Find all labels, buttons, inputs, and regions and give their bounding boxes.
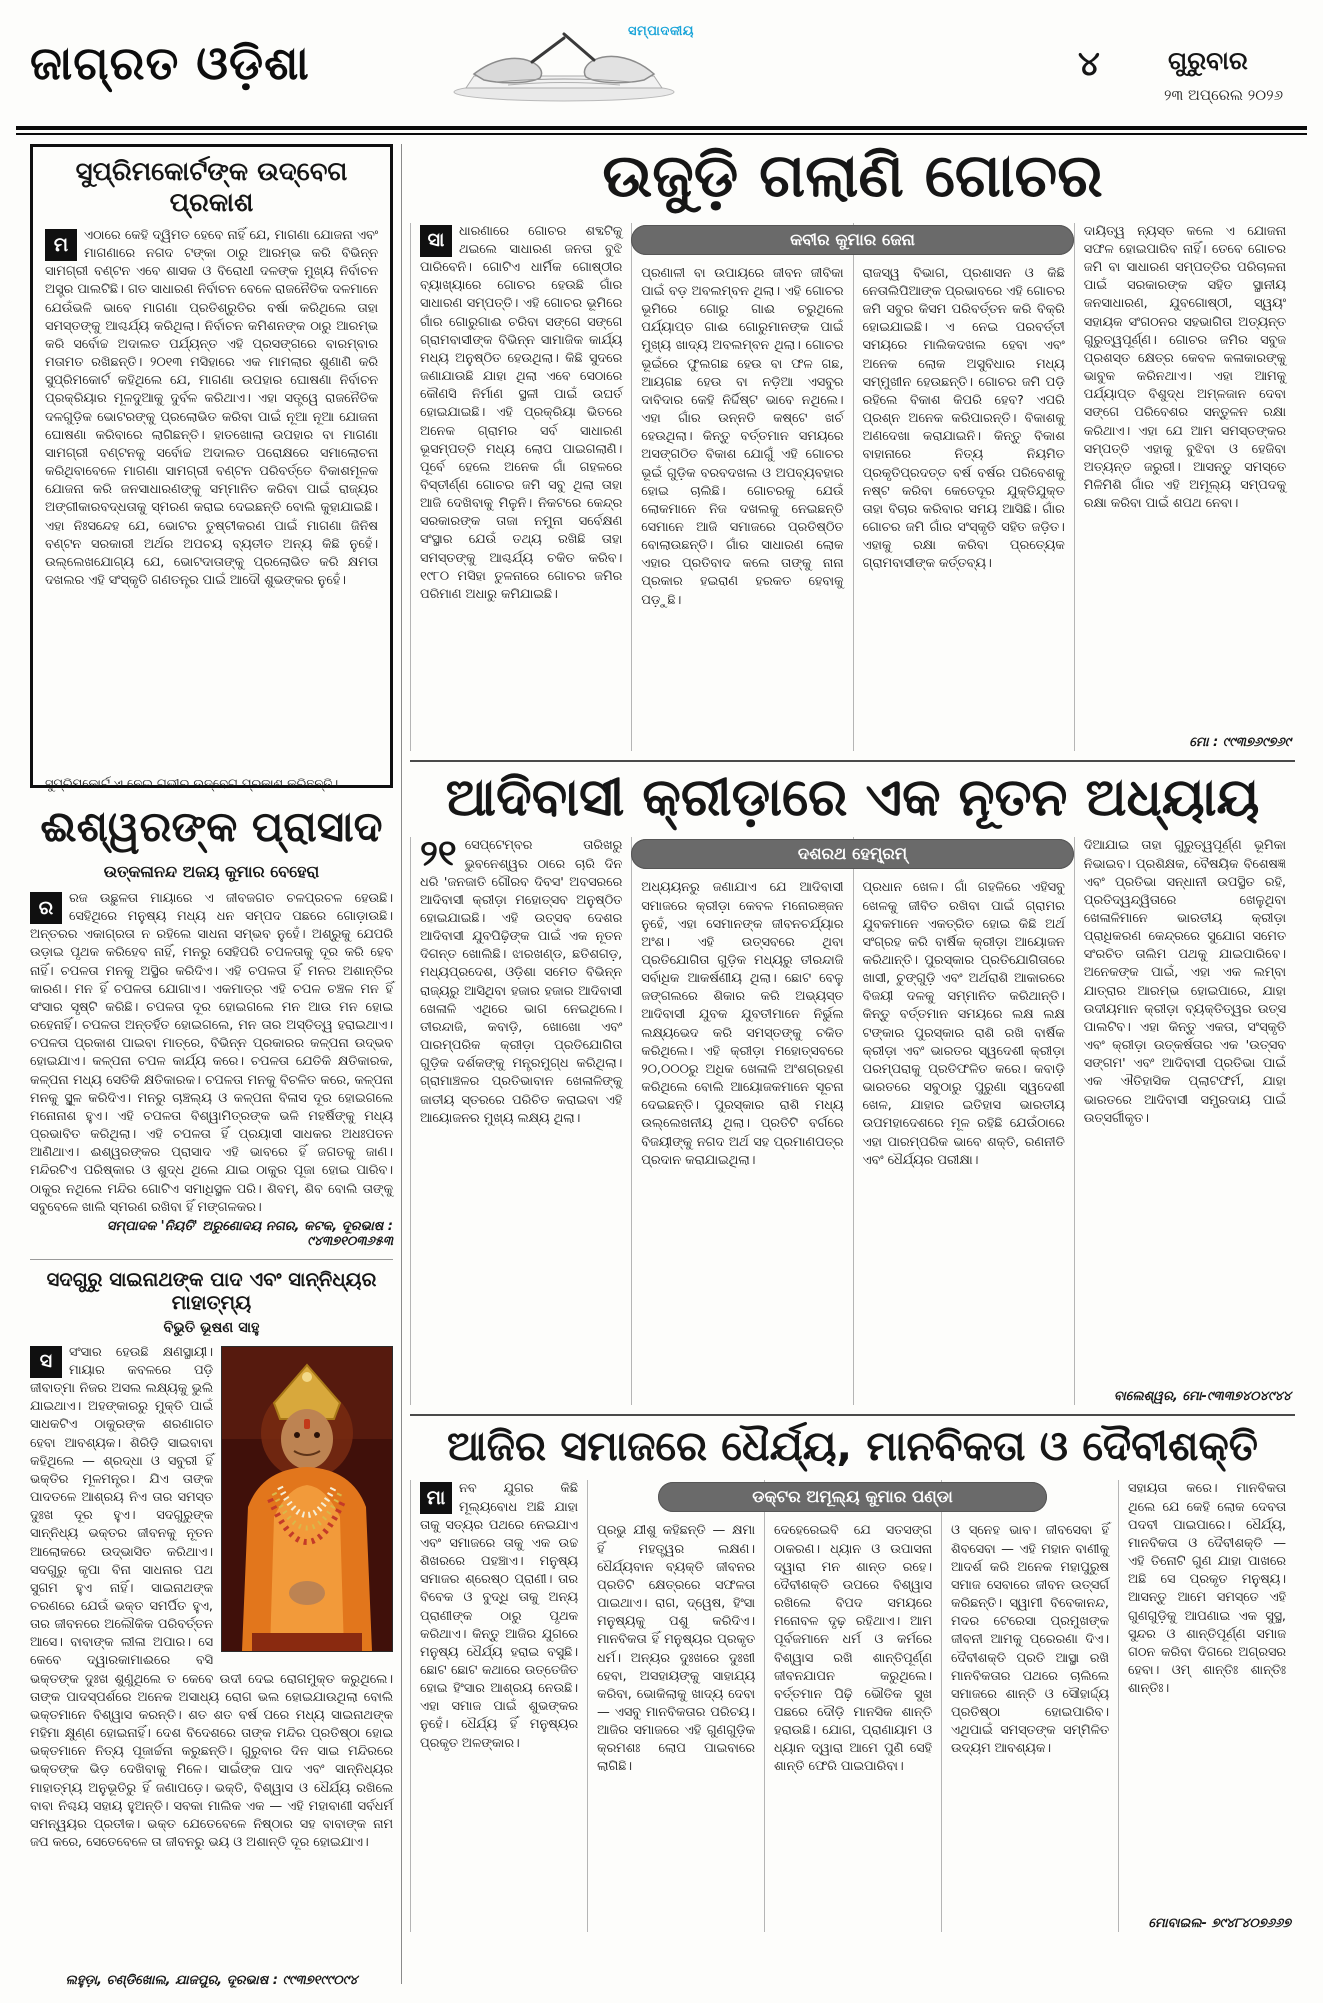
supreme-body	[45, 227, 378, 775]
column-divider	[401, 144, 402, 1984]
section-rule-1	[410, 760, 1295, 762]
gochara-col-2: ପ୍ରଣାଳୀ ବା ଉପାୟରେ ଜୀବନ ଜୀବିକା ପାଇଁ ବଡ଼ ଅବଲମ୍ବନ ଥିଲା। ଏହି ଗୋଚର ଭୂମିରେ ଗୋରୁ ଗାଈ ଚରୁଥିଲେ ପର୍ଯ୍ୟାପ୍ତ ଗାଈ ଗୋରୁମାନଙ୍କ ପାଇଁ ମୁଖ୍ୟ ଖାଦ୍ୟ ଅବଲମ୍ବନ ଥିଲା। ଗୋଚର ଭୂଇଁରେ ଫୁଲଗଛ ହେଉ ବା ଫଳ ଗଛ, ଆୟଗଛ ହେଉ ବା ନଡ଼ିଆ ଏସବୁର ଦାବିଦାର କେହି ନିର୍ଦ୍ଦିଷ୍ଟ ଭାବେ ନଥିଲେ। ଏହା ଗାଁର ଉନ୍ନତି କଷ୍ଟେ ଖର୍ଚ ହେଉଥିଲା। କିନ୍ତୁ ବର୍ତ୍ତମାନ ସମୟରେ ଅସଙ୍ଗଠିତ ବିକାଶ ଯୋଗୁଁ ଏହି ଗୋଚର ଭୂଇଁ ଗୁଡ଼ିକ ବରବଦଖଲ ଓ ଅପବ୍ୟବହାର ହୋଇ ଚାଲିଛି। ଗୋଚରକୁ ଯେଉଁ ଲୋକମାନେ ନିଜ ଦଖଲକୁ ନେଇଛନ୍ତି ସେମାନେ ଆଜି ସମାଜରେ ପ୍ରତିଷ୍ଠିତ ବୋଲାଉଛନ୍ତି। ଗାଁର ସାଧାରଣ ଲୋକ ଏହାର ପ୍ରତିବାଦ କଲେ ତାଙ୍କୁ ନାନା ପ୍ରକାର ହଇରାଣ ହରକତ ହେବାକୁ ପଡ଼ୁଛି।	[631, 223, 852, 751]
samaja-signoff: ମୋବାଇଲ- ୭୯୪୮୪୦୭୬୬୭	[1138, 1915, 1293, 1932]
supreme-dropcap: ମ	[45, 229, 77, 261]
editorial-label: ସମ୍ପାଦକୀୟ	[628, 24, 694, 39]
samaja-col-5: ସହାୟତା କରେ। ମାନବିକତା ଥିଲେ ଯେ କେହି ଲୋକ ଦେବତା ପଦବୀ ପାଇପାରେ। ଧୈର୍ଯ୍ୟ, ମାନବିକତା ଓ ଦୈବୀଶକ୍ତି — ଏହି ତିନୋଟି ଗୁଣ ଯାହା ପାଖରେ ଅଛି ସେ ପ୍ରକୃତ ମନୁଷ୍ୟ। ଆସନ୍ତୁ ଆମେ ସମସ୍ତେ ଏହି ଗୁଣଗୁଡ଼ିକୁ ଆପଣାଇ ଏକ ସୁସ୍ଥ, ସୁନ୍ଦର ଓ ଶାନ୍ତିପୂର୍ଣ୍ଣ ସମାଜ ଗଠନ କରିବା ଦିଗରେ ଅଗ୍ରସର ହେବା। ଓମ୍ ଶାନ୍ତିଃ ଶାନ୍ତିଃ ଶାନ୍ତିଃ।	[1118, 1480, 1295, 1932]
adibasi-col-4: ଦିଆଯାଇ ତାହା ଗୁରୁତ୍ୱପୂର୍ଣ୍ଣ ଭୂମିକା ନିଭାଇବ। ପ୍ରଶିକ୍ଷକ, ବୈଷୟିକ ବିଶେଷଜ୍ଞ ଏବଂ ପ୍ରତିଭା ସନ୍ଧାନୀ ଉପସ୍ଥିତ ରହି, ପ୍ରତିଦ୍ୱନ୍ଦ୍ୱିତାରେ ଖେଳୁଥିବା ଖେଳାଳିମାନେ ଭାରତୀୟ କ୍ରୀଡ଼ା ପ୍ରାଧିକରଣ କେନ୍ଦ୍ରରେ ସୁଯୋଗ ସମେତ ସଂରଚିତ ତାଲିମ ପଥକୁ ଯାଇପାରିବେ। ଅନେକଙ୍କ ପାଇଁ, ଏହା ଏକ ଲମ୍ବା ଯାତ୍ରାର ଆରମ୍ଭ ହୋଇପାରେ, ଯାହା ଉଦୀୟମାନ କ୍ରୀଡ଼ା ବ୍ୟକ୍ତିତ୍ୱର ଉତ୍ସ ପାଲଟିବ। ଏହା କିନ୍ତୁ ଏକତା, ସଂସ୍କୃତି ଏବଂ କ୍ରୀଡ଼ା ଉତ୍କର୍ଷତାର ଏକ 'ଉତ୍ସବ ସଙ୍ଗମ' ଏବଂ ଆଦିବାସୀ ପ୍ରତିଭା ପାଇଁ ଏକ ଐତିହାସିକ ପ୍ଲାଟଫର୍ମ, ଯାହା ଭାରତରେ ଆଦିବାସୀ ସମ୍ପ୍ରଦାୟ ପାଇଁ ଉତ୍ସର୍ଗୀକୃତ।	[1074, 837, 1295, 1405]
left-column	[30, 144, 393, 1988]
ishwar-body	[30, 890, 393, 1217]
supreme-headline: ସୁପ୍ରିମକୋର୍ଟଙ୍କ ଉଦ୍‌ବେଗ ପ୍ରକାଶ	[75, 157, 348, 218]
adibasi-byline: ଦଶରଥ ହେମ୍ବ୍ରମ୍	[631, 839, 1074, 869]
sai-signoff: ଲହୁଡ଼ା, ଚଣ୍ଡିଖୋଲ, ଯାଜପୁର, ଦୂରଭାଷ : ୯୯୩୭୧୯୯୦୯୪	[65, 1973, 358, 1988]
section-rule-2	[410, 1414, 1295, 1416]
ishwar-body-text: ରଜ ଉଛୁଳତା ମାୟାରେ ଏ ଜୀବଜଗତ ଚଳପ୍ରଚଳ ହେଉଛି। ସେହିଥିରେ ମନୁଷ୍ୟ ମଧ୍ୟ ଧନ ସମ୍ପଦ ପଛରେ ଗୋଡ଼ାଉଛି। ଅନ୍ତରର ଏକାଗ୍ରତା ନ ରହିଲେ ସାଧନା ସମ୍ଭବ ନୁହେଁ। ଅଶ୍ରୁକୁ ଯେପରି ଉଡ଼ାଇ ପୃଥକ କରିହେବ ନାହିଁ, ମନରୁ ସେହିପରି ଚପଳତାକୁ ଦୂର କରି ହେବ ନାହିଁ। ଚପଳତା ମନକୁ ଅସ୍ଥିର କରିଦିଏ। ଏହି ଚପଳତା ହିଁ ମନର ଅଶାନ୍ତିର କାରଣ। ମନ ହିଁ ଚପଳତା ଯୋଗାଏ। ଏକମାତ୍ର ଏହି ଚପଳ ଚଞ୍ଚଳ ମନ ହିଁ ସଂସାର ସୃଷ୍ଟି କରିଛି। ଚପଳତା ଦୂର ହୋଇଗଲେ ମନ ଆଉ ମନ ହୋଇ ରହେନାହିଁ। ଚପଳତା ଅନ୍ତର୍ହିତ ହୋଇଗଲେ, ମନ ତାର ଅସ୍ତିତ୍ୱ ହରାଇଥାଏ। ଚପଳତା ପ୍ରକାଶ ପାଇବା ମାତ୍ରେ, ବିଭିନ୍ନ ପ୍ରକାରର କଳ୍ପନା ଉଦ୍ଭବ ହୋଇଯାଏ। କଳ୍ପନା ଚପଳ କାର୍ଯ୍ୟ କରେ। ଚପଳତା ଯେତିକି କ୍ଷତିକାରକ, କଳ୍ପନା ମଧ୍ୟ ସେତିକି କ୍ଷତିକାରକ। ଚପଳତା ମନକୁ ବିଚଳିତ କରେ, କଳ୍ପନା ମନକୁ ସ୍ଥୂଳ କରିଦିଏ। ମନରୁ ଚାଞ୍ଚଲ୍ୟ ଓ କଳ୍ପନା ବିଳାସ ଦୂର ହୋଇଗଲେ ମନୋନାଶ ହୁଏ। ଏହି ଚପଳତା ବିଶ୍ୱାମିତ୍ରଙ୍କ ଭଳି ମହର୍ଷିଙ୍କୁ ମଧ୍ୟ ପ୍ରଭାବିତ କରିଥିଲା। ଏହି ଚପଳତା ହିଁ ପ୍ରୟାସୀ ସାଧକର ଅଧଃପତନ ଆଣିଥାଏ। ଈଶ୍ୱରଙ୍କର ପ୍ରାସାଦ ଏହି ଭାବରେ ହିଁ ଜଗତକୁ ଜାଣ। ମନ୍ଦିରଟିଏ ପରିଷ୍କାର ଓ ଶୁଦ୍ଧ ଥିଲେ ଯାଇ ଠାକୁର ପୂଜା ହୋଇ ପାରିବ। ଠାକୁର ନଥିଲେ ମନ୍ଦିର ଗୋଟିଏ ସମାଧିସ୍ଥଳ ପରି। ଶିବମ୍, ଶିବ ବୋଲି ତାଙ୍କୁ ସବୁବେଳେ ଖାଲି ସ୍ମରଣ ରଖିବା ହିଁ ମଙ୍ଗଳକର।	[30, 891, 393, 1215]
samaja-col1-text: ନବ ଯୁଗର କିଛି ମୂଲ୍ୟବୋଧ ଅଛି ଯାହା ତାକୁ ସତ୍ୟର ପଥରେ ନେଇଯାଏ ଏବଂ ସମାଜରେ ତାକୁ ଏକ ଉଚ୍ଚ ଶିଖରରେ ପହଞ୍ଚାଏ। ମନୁଷ୍ୟ ସମାଜର ଶ୍ରେଷ୍ଠ ପ୍ରାଣୀ। ତାର ବିବେକ ଓ ବୁଦ୍ଧି ତାକୁ ଅନ୍ୟ ପ୍ରାଣୀଙ୍କ ଠାରୁ ପୃଥକ କରିଥାଏ। କିନ୍ତୁ ଆଜିର ଯୁଗରେ ମନୁଷ୍ୟ ଧୈର୍ଯ୍ୟ ହରାଇ ବସୁଛି। ଛୋଟ ଛୋଟ କଥାରେ ଉତ୍ତେଜିତ ହୋଇ ହିଂସାର ଆଶ୍ରୟ ନେଉଛି। ଏହା ସମାଜ ପାଇଁ ଶୁଭଙ୍କର ନୁହେଁ। ଧୈର୍ଯ୍ୟ ହିଁ ମନୁଷ୍ୟର ପ୍ରକୃତ ଅଳଙ୍କାର।	[420, 1481, 578, 1751]
page-number: ୪	[1078, 44, 1100, 84]
adibasi-headline: ଆଦିବାସୀ କ୍ରୀଡ଼ାରେ ଏକ ନୂତନ ଅଧ୍ୟାୟ	[445, 767, 1260, 828]
samaja-byline: ଡକ୍ଟର ଅମୂଲ୍ୟ କୁମାର ପଣ୍ଡା	[658, 1482, 1047, 1512]
supreme-closing-line: ସୁପ୍ରିମକୋର୍ଟ ଏ ନେଇ ଗଭୀର ଉଦ୍‌ବେଗ ପ୍ରକାଶ କରିଛନ୍ତି।	[45, 777, 339, 792]
gochara-byline-wrap	[631, 225, 1074, 255]
sai-headline: ସଦଗୁରୁ ସାଇନାଥଙ୍କ ପାଦ ଏବଂ ସାନ୍ନିଧ୍ୟର ମାହାତ୍ମ୍ୟ	[46, 1267, 377, 1314]
samaja-byline-wrap	[658, 1482, 1047, 1512]
gochara-article-body	[410, 223, 1295, 751]
sai-baba-photo	[221, 1346, 393, 1652]
samaja-dropcap: ମା	[420, 1482, 452, 1514]
gochara-col-1	[410, 223, 631, 751]
adibasi-col-2: ଅଧ୍ୟୟନରୁ ଜଣାଯାଏ ଯେ ଆଦିବାସୀ ସମାଜରେ କ୍ରୀଡ଼ା କେବଳ ମନୋରଞ୍ଜନ ନୁହେଁ, ଏହା ସେମାନଙ୍କ ଜୀବନଚର୍ଯ୍ୟାର ଅଂଶ। ଏହି ଉତ୍ସବରେ ଥିବା ପ୍ରତିଯୋଗିତା ଗୁଡ଼ିକ ମଧ୍ୟରୁ ତୀରନ୍ଦାଜି ସର୍ବାଧିକ ଆକର୍ଷଣୀୟ ଥିଲା। ଛୋଟ ବେଳୁ ଜଙ୍ଗଲରେ ଶିକାର କରି ଅଭ୍ୟସ୍ତ ଆଦିବାସୀ ଯୁବକ ଯୁବତୀମାନେ ନିର୍ଭୁଲ ଲକ୍ଷ୍ୟଭେଦ କରି ସମସ୍ତଙ୍କୁ ଚକିତ କରିଥିଲେ। ଏହି କ୍ରୀଡ଼ା ମହୋତ୍ସବରେ ୨୦,୦୦୦ରୁ ଅଧିକ ଖେଳାଳି ଅଂଶଗ୍ରହଣ କରିଥିଲେ ବୋଲି ଆୟୋଜକମାନେ ସୂଚନା ଦେଇଛନ୍ତି। ପୁରସ୍କାର ରାଶି ମଧ୍ୟ ଉଲ୍ଲେଖନୀୟ ଥିଲା। ପ୍ରତିଟି ବର୍ଗରେ ବିଜୟୀଙ୍କୁ ନଗଦ ଅର୍ଥ ସହ ପ୍ରମାଣପତ୍ର ପ୍ରଦାନ କରାଯାଇଥିଲା।	[631, 837, 852, 1405]
gochara-byline: କବୀର କୁମାର ଜେନା	[631, 225, 1074, 255]
samaja-article-body	[410, 1480, 1295, 1932]
sai-dropcap: ସ	[30, 1346, 62, 1378]
samaja-col-1	[410, 1480, 587, 1932]
samaja-col-2: ପ୍ରଭୁ ଯୀଶୁ କହିଛନ୍ତି — କ୍ଷମା ହିଁ ମହତ୍ତ୍ୱର ଲକ୍ଷଣ। ଧୈର୍ଯ୍ୟବାନ ବ୍ୟକ୍ତି ଜୀବନର ପ୍ରତିଟି କ୍ଷେତ୍ରରେ ସଫଳତା ପାଇଥାଏ। ରାଗ, ଦ୍ୱେଷ, ହିଂସା ମନୁଷ୍ୟକୁ ପଶୁ କରିଦିଏ। ମାନବିକତା ହିଁ ମନୁଷ୍ୟର ପ୍ରକୃତ ଧର୍ମ। ଅନ୍ୟର ଦୁଃଖରେ ଦୁଃଖୀ ହେବା, ଅସହାୟଙ୍କୁ ସାହାଯ୍ୟ କରିବା, ଭୋକିଲାକୁ ଖାଦ୍ୟ ଦେବା — ଏସବୁ ମାନବିକତାର ପରିଚୟ। ଆଜିର ସମାଜରେ ଏହି ଗୁଣଗୁଡ଼ିକ କ୍ରମଶଃ ଲୋପ ପାଇବାରେ ଲାଗିଛି।	[587, 1480, 764, 1932]
ishwar-headline: ଈଶ୍ୱରଙ୍କ ପ୍ରାସାଦ	[40, 802, 383, 851]
samaja-col-3: ଦେହେରେଇବି ଯେ ସତସଙ୍ଗ ଠାକରଣ। ଧ୍ୟାନ ଓ ଉପାସନା ଦ୍ୱାରା ମନ ଶାନ୍ତ ରହେ। ଦୈବୀଶକ୍ତି ଉପରେ ବିଶ୍ୱାସ ରଖିଲେ ବିପଦ ସମୟରେ ମନୋବଳ ଦୃଢ଼ ରହିଥାଏ। ଆମ ପୂର୍ବଜମାନେ ଧର୍ମ ଓ କର୍ମରେ ବିଶ୍ୱାସ ରଖି ଶାନ୍ତିପୂର୍ଣ୍ଣ ଜୀବନଯାପନ କରୁଥିଲେ। ବର୍ତ୍ତମାନ ପିଢ଼ି ଭୌତିକ ସୁଖ ପଛରେ ଦୌଡ଼ି ମାନସିକ ଶାନ୍ତି ହରାଉଛି। ଯୋଗ, ପ୍ରାଣାୟାମ ଓ ଧ୍ୟାନ ଦ୍ୱାରା ଆମେ ପୁଣି ସେହି ଶାନ୍ତି ଫେରି ପାଇପାରିବା।	[764, 1480, 941, 1932]
sai-body-text: ସଂସାର ହେଉଛି କ୍ଷଣସ୍ଥାୟୀ। ମାୟାର କବଳରେ ପଡ଼ି ଜୀବାତ୍ମା ନିଜର ଅସଲ ଲକ୍ଷ୍ୟକୁ ଭୁଲି ଯାଇଥାଏ। ଅହଙ୍କାରରୁ ମୁକ୍ତି ପାଇଁ ସାଧକଟିଏ ଠାକୁରଙ୍କ ଶରଣାଗତ ହେବା ଆବଶ୍ୟକ। ଶିରିଡ଼ି ସାଇବାବା କହିଥିଲେ — ଶ୍ରଦ୍ଧା ଓ ସବୁରୀ ହିଁ ଭକ୍ତିର ମୂଳମନ୍ତ୍ର। ଯିଏ ତାଙ୍କ ପାଦତଳେ ଆଶ୍ରୟ ନିଏ ତାର ସମସ୍ତ ଦୁଃଖ ଦୂର ହୁଏ। ସଦଗୁରୁଙ୍କ ସାନ୍ନିଧ୍ୟ ଭକ୍ତର ଜୀବନକୁ ନୂତନ ଆଲୋକରେ ଉଦ୍ଭାସିତ କରିଥାଏ। ସଦଗୁରୁ କୃପା ବିନା ସାଧନାର ପଥ ସୁଗମ ହୁଏ ନାହିଁ। ସାଇନାଥଙ୍କ ଚରଣରେ ଯେଉଁ ଭକ୍ତ ସମର୍ପିତ ହୁଏ, ତାର ଜୀବନରେ ଅଲୌକିକ ପରିବର୍ତ୍ତନ ଆସେ। ବାବାଙ୍କ ଲୀଳା ଅପାର। ସେ କେବେ ଦ୍ୱାରକାମାଈରେ ବସି ଭକ୍ତଙ୍କ ଦୁଃଖ ଶୁଣୁଥିଲେ ତ କେବେ ଉଦୀ ଦେଇ ରୋଗମୁକ୍ତ କରୁଥିଲେ। ତାଙ୍କ ପାଦସ୍ପର୍ଶରେ ଅନେକ ଅସାଧ୍ୟ ରୋଗ ଭଲ ହୋଇଯାଉଥିଲା ବୋଲି ଭକ୍ତମାନେ ବିଶ୍ୱାସ କରନ୍ତି। ଶତ ଶତ ବର୍ଷ ପରେ ମଧ୍ୟ ସାଇନାଥଙ୍କ ମହିମା କ୍ଷୁଣ୍ଣ ହୋଇନାହିଁ। ଦେଶ ବିଦେଶରେ ତାଙ୍କ ମନ୍ଦିର ପ୍ରତିଷ୍ଠା ହୋଇ ଭକ୍ତମାନେ ନିତ୍ୟ ପୂଜାର୍ଚ୍ଚନା କରୁଛନ୍ତି। ଗୁରୁବାର ଦିନ ସାଇ ମନ୍ଦିରରେ ଭକ୍ତଙ୍କ ଭିଡ଼ ଦେଖିବାକୁ ମିଳେ। ସାଇଁଙ୍କ ପାଦ ଏବଂ ସାନ୍ନିଧ୍ୟର ମାହାତ୍ମ୍ୟ ଅନୁଭୂତିରୁ ହିଁ ଜଣାପଡ଼େ। ଭକ୍ତି, ବିଶ୍ୱାସ ଓ ଧୈର୍ଯ୍ୟ ରଖିଲେ ବାବା ନିଶ୍ଚୟ ସହାୟ ହୁଅନ୍ତି। ସବକା ମାଲିକ ଏକ — ଏହି ମହାବାଣୀ ସର୍ବଧର୍ମ ସମନ୍ୱୟର ପ୍ରତୀକ। ଭକ୍ତ ଯେତେବେଳେ ନିଷ୍ଠାର ସହ ବାବାଙ୍କ ନାମ ଜପ କରେ, ସେତେବେଳେ ତା ଜୀବନରୁ ଭୟ ଓ ଅଶାନ୍ତି ଦୂର ହୋଇଯାଏ।	[30, 1344, 393, 1851]
ishwar-signoff: ସମ୍ପାଦକ 'ନିୟତି' ଅରୁଣୋଦୟ ନଗର, କଟକ, ଦୂରଭାଷ : ୯୪୩୭୧୦୩୬୫୩	[106, 1218, 393, 1249]
adibasi-col1-text: ସେପ୍ଟେମ୍ବର ତାରିଖରୁ ଭୁବନେଶ୍ୱର ଠାରେ ଚାରି ଦିନ ଧରି 'ଜନଜାତି ଗୌରବ ଦିବସ' ଅବସରରେ ଆଦିବାସୀ କ୍ରୀଡ଼ା ମହୋତ୍ସବ ଅନୁଷ୍ଠିତ ହୋଇଯାଇଛି। ଏହି ଉତ୍ସବ ଦେଶର ଆଦିବାସୀ ଯୁବପିଢ଼ିଙ୍କ ପାଇଁ ଏକ ନୂତନ ଦିଗନ୍ତ ଖୋଲିଛି। ଝାରଖଣ୍ଡ, ଛତିଶଗଡ଼, ମଧ୍ୟପ୍ରଦେଶ, ଓଡ଼ିଶା ସମେତ ବିଭିନ୍ନ ରାଜ୍ୟରୁ ଆସିଥିବା ହଜାର ହଜାର ଆଦିବାସୀ ଖେଳାଳି ଏଥିରେ ଭାଗ ନେଇଥିଲେ। ତୀରନ୍ଦାଜି, କବାଡ଼ି, ଖୋଖୋ ଏବଂ ପାରମ୍ପରିକ କ୍ରୀଡ଼ା ପ୍ରତିଯୋଗିତା ଗୁଡ଼ିକ ଦର୍ଶକଙ୍କୁ ମନ୍ତ୍ରମୁଗ୍ଧ କରିଥିଲା। ଗ୍ରାମାଞ୍ଚଳର ପ୍ରତିଭାବାନ ଖେଳାଳିଙ୍କୁ ଜାତୀୟ ସ୍ତରରେ ପରିଚିତ କରାଇବା ଏହି ଆୟୋଜନର ମୁଖ୍ୟ ଲକ୍ଷ୍ୟ ଥିଲା।	[420, 838, 623, 1126]
gochara-dropcap: ସା	[420, 225, 452, 257]
adibasi-col-3: ପ୍ରଧାନ ଖେଳ। ଗାଁ ଗହଳିରେ ଏହିସବୁ ଖେଳକୁ ଜୀବିତ ରଖିବା ପାଇଁ ଗ୍ରାମର ଯୁବକମାନେ ଏକତ୍ରିତ ହୋଇ କିଛି ଅର୍ଥ ସଂଗ୍ରହ କରି ବାର୍ଷିକ କ୍ରୀଡ଼ା ଆୟୋଜନ କରିଥାନ୍ତି। ପୁରସ୍କାର ପ୍ରତିଯୋଗିତାରେ ଖାସୀ, ଚୁଙ୍ଗୁଡ଼ି ଏବଂ ଅର୍ଥରାଶି ଆକାରରେ ବିଜୟୀ ଦଳକୁ ସମ୍ମାନିତ କରିଥାନ୍ତି। କିନ୍ତୁ ବର୍ତ୍ତମାନ ସମୟରେ ଲକ୍ଷ ଲକ୍ଷ ଟଙ୍କାର ପୁରସ୍କାର ରାଶି ରଖି ବାର୍ଷିକ କ୍ରୀଡ଼ା ଏବଂ ଭାରତର ସ୍ୱଦେଶୀ କ୍ରୀଡ଼ା ପରମ୍ପରାକୁ ପ୍ରତିଫଳିତ କରେ। କବାଡ଼ି ଭାରତରେ ସବୁଠାରୁ ପୁରୁଣା ସ୍ୱଦେଶୀ ଖେଳ, ଯାହାର ଇତିହାସ ଭାରତୀୟ ଉପମହାଦେଶରେ ମୂଳ ରହିଛି ଯେଉଁଠାରେ ଏହା ପାରମ୍ପରିକ ଭାବେ ଶକ୍ତି, ରଣନୀତି ଏବଂ ଧୈର୍ଯ୍ୟର ପରୀକ୍ଷା।	[853, 837, 1074, 1405]
gochara-col-4: ଦାୟିତ୍ୱ ନ୍ୟସ୍ତ କଲେ ଏ ଯୋଜନା ସଫଳ ହୋଇପାରିବ ନାହିଁ। ତେବେ ଗୋଚର ଜମି ବା ସାଧାରଣ ସମ୍ପତ୍ତିର ପରିଚାଳନା ପାଇଁ ସରକାରଙ୍କ ସହିତ ସ୍ଥାନୀୟ ଜନସାଧାରଣ, ଯୁବଗୋଷ୍ଠୀ, ସ୍ୱୟଂ ସହାୟକ ସଂଗଠନର ସହଭାଗିତା ଅତ୍ୟନ୍ତ ଗୁରୁତ୍ୱପୂର୍ଣ୍ଣ। ଗୋଚର ଜମିର ସବୁଜ ପ୍ରଶସ୍ତ କ୍ଷେତ୍ର କେବଳ କଳାକାରଙ୍କୁ ଭାବୁକ କରିନଥାଏ। ଏହା ଆମକୁ ପର୍ଯ୍ୟାପ୍ତ ବିଶୁଦ୍ଧ ଅମ୍ଳଜାନ ଦେବା ସଙ୍ଗେ ପରିବେଶର ସନ୍ତୁଳନ ରକ୍ଷା କରିଥାଏ। ଏହା ଯେ ଆମ ସମସ୍ତଙ୍କର ସମ୍ପତ୍ତି ଏହାକୁ ବୁଝିବା ଓ ହେଜିବା ଅତ୍ୟନ୍ତ ଜରୁରୀ। ଆସନ୍ତୁ ସମସ୍ତେ ମିଳିମିଶି ଗାଁର ଏହି ଅମୂଲ୍ୟ ସମ୍ପଦକୁ ରକ୍ଷା କରିବା ପାଇଁ ଶପଥ ନେବା।	[1074, 223, 1295, 751]
samaja-headline: ଆଜିର ସମାଜରେ ଧୈର୍ଯ୍ୟ, ମାନବିକତା ଓ ଦୈବୀଶକ୍ତି	[446, 1422, 1259, 1471]
gochara-col-3: ରାଜସ୍ୱ ବିଭାଗ, ପ୍ରଶାସନ ଓ କିଛି ନେତାଲିପିଆଙ୍କ ପ୍ରଭାବରେ ଏହି ଗୋଚର ଜମି ସବୁର କିସମ ପରିବର୍ତ୍ତନ କରି ବିକ୍ରି ହୋଇଯାଇଛି। ଏ ନେଇ ପରବର୍ତ୍ତୀ ସମୟରେ ମାଲିକଦଖଲ ହେବା ଏବଂ ଅନେକ ଲୋକ ଅସୁବିଧାର ମଧ୍ୟ ସମ୍ମୁଖୀନ ହେଉଛନ୍ତି। ଗୋଚର ଜମି ପଡ଼ି ରହିଲେ ବିକାଶ କିପରି ହେବ? ଏପରି ପ୍ରଶ୍ନ ଅନେକ କରିପାରନ୍ତି। ବିକାଶକୁ ଅଣଦେଖା କରାଯାଇନି। କିନ୍ତୁ ବିକାଶ ବାହାନାରେ ନିତ୍ୟ ନିୟମିତ ପ୍ରକୃତିପ୍ରଦତ୍ତ ବର୍ଷ ବର୍ଷର ପରିବେଶକୁ ନଷ୍ଟ କରିବା କେତେଦୂର ଯୁକ୍ତିଯୁକ୍ତ ତାହା ବିଚାର କରିବାର ସମୟ ଆସିଛି। ଗାଁର ଗୋଚର ଜମି ଗାଁର ସଂସ୍କୃତି ସହିତ ଜଡ଼ିତ। ଏହାକୁ ରକ୍ଷା କରିବା ପ୍ରତ୍ୟେକ ଗ୍ରାମବାସୀଙ୍କ କର୍ତ୍ତବ୍ୟ।	[853, 223, 1074, 751]
adibasi-byline-wrap	[631, 839, 1074, 869]
adibasi-col-1	[410, 833, 631, 1405]
adibasi-signoff: ବାଲେଶ୍ୱର, ମୋ-୯୩୩୭୪୦୪୯୪୪	[1104, 1388, 1293, 1405]
ishwar-dropcap: ର	[30, 892, 62, 924]
gochara-headline: ଉଜୁଡ଼ି ଗଲାଣି ଗୋଚର	[602, 141, 1103, 211]
sai-section-rule	[30, 1259, 393, 1260]
article-supreme-court-box	[30, 144, 393, 792]
supreme-body-text: ଏଠାରେ କେହି ଦ୍ୱିମତ ହେବେ ନାହିଁ ଯେ, ମାଗଣା ଯୋଜନା ଏବଂ ମାଗଣାରେ ନଗଦ ଟଙ୍କା ଠାରୁ ଆରମ୍ଭ କରି ବିଭିନ୍ନ ସାମଗ୍ରୀ ବଣ୍ଟନ ଏବେ ଶାସକ ଓ ବିରୋଧୀ ଦଳଙ୍କ ମୁଖ୍ୟ ନିର୍ବାଚନ ଅସ୍ତ୍ର ପାଲଟିଛି। ଗତ ସାଧାରଣ ନିର୍ବାଚନ ବେଳେ ରାଜନୈତିକ ଦଳମାନେ ଯେଉଁଭଳି ଭାବେ ମାଗଣା ପ୍ରତିଶ୍ରୁତିର ବର୍ଷା କରିଥିଲେ ତାହା ସମସ୍ତଙ୍କୁ ଆଶ୍ଚର୍ଯ୍ୟ କରିଥିଲା। ନିର୍ବାଚନ କମିଶନଙ୍କ ଠାରୁ ଆରମ୍ଭ କରି ସର୍ବୋଚ୍ଚ ଅଦାଲତ ପର୍ଯ୍ୟନ୍ତ ଏହି ପ୍ରସଙ୍ଗରେ ବାରମ୍ବାର ମତାମତ ରଖିଛନ୍ତି। ୨୦୧୩ ମସିହାରେ ଏକ ମାମଲାର ଶୁଣାଣି କରି ସୁପ୍ରିମକୋର୍ଟ କହିଥିଲେ ଯେ, ମାଗଣା ଉପହାର ଘୋଷଣା ନିର୍ବାଚନ ପ୍ରକ୍ରିୟାର ମୂଳଦୁଆକୁ ଦୁର୍ବଳ କରିଥାଏ। ଏହା ସତ୍ତ୍ୱେ ରାଜନୈତିକ ଦଳଗୁଡ଼ିକ ଭୋଟରଙ୍କୁ ପ୍ରଲୋଭିତ କରିବା ପାଇଁ ନୂଆ ନୂଆ ଯୋଜନା ଘୋଷଣା କରିବାରେ ଲାଗିଛନ୍ତି। ହାତଖୋଲା ଉପହାର ବା ମାଗଣା ସାମଗ୍ରୀ ବଣ୍ଟନକୁ ସର୍ବୋଚ୍ଚ ଅଦାଲତ ପରୋକ୍ଷରେ ସମାଲୋଚନା କରିଥିବାବେଳେ ମାଗଣା ସାମଗ୍ରୀ ବଣ୍ଟନ ପରିବର୍ତ୍ତେ ବିକାଶମୂଳକ ଯୋଜନା କରି ଜନସାଧାରଣଙ୍କୁ ସମ୍ମାନିତ କରିବା ପାଇଁ ରାଜ୍ୟର ଅଙ୍ଗୀକାରବଦ୍ଧତାକୁ ସ୍ମରଣ କରାଇ ଦେଇଛନ୍ତି ବୋଲି କୁହାଯାଇଛି। ଏହା ନିଃସନ୍ଦେହ ଯେ, ଭୋଟର ତୁଷ୍ଟୀକରଣ ପାଇଁ ମାଗଣା ଜିନିଷ ବଣ୍ଟନ ସରକାରୀ ଅର୍ଥର ଅପଚୟ ବ୍ୟତୀତ ଅନ୍ୟ କିଛି ନୁହେଁ। ଉଲ୍ଲେଖଯୋଗ୍ୟ ଯେ, ଭୋଟଦାତାଙ୍କୁ ପ୍ରଲୋଭିତ କରି କ୍ଷମତା ଦଖଲର ଏହି ସଂସ୍କୃତି ଗଣତନ୍ତ୍ର ପାଇଁ ଆଦୌ ଶୁଭଙ୍କର ନୁହେଁ।	[45, 228, 378, 588]
gochara-col1-text: ଧାରଣାରେ ଗୋଚର ଶବ୍ଦଟିକୁ ଥଇଲେ ସାଧାରଣ ଜନତା ବୁଝି ପାରିବେନି। ଗୋଟିଏ ଧାର୍ମିକ ଗୋଷ୍ଠୀର ବ୍ୟାଖ୍ୟାରେ ଗୋଚର ହେଉଛି ଗାଁର ସାଧାରଣ ସମ୍ପତ୍ତି। ଏହି ଗୋଚର ଭୂମିରେ ଗାଁର ଗୋରୁଗାଈ ଚରିବା ସଙ୍ଗେ ସଙ୍ଗେ ଗ୍ରାମବାସୀଙ୍କ ବିଭିନ୍ନ ସାମାଜିକ କାର୍ଯ୍ୟ ମଧ୍ୟ ଅନୁଷ୍ଠିତ ହେଉଥିଲା। କିଛି ସୁଦରେ ଜଣାଯାଉଛି ଯାହା ଥିଲା ଏବେ ସେଠାରେ କୌଣସି ନିର୍ମାଣ ସ୍ଥଳୀ ପାଇଁ ଉଘର୍ତ ହୋଇଯାଇଛି। ଏହି ପ୍ରକ୍ରିୟା ଭିତରେ ଅନେକ ଗ୍ରାମର ସର୍ବ ସାଧାରଣ ଭୂସମ୍ପତ୍ତି ମଧ୍ୟ ଲୋପ ପାଇଗଲାଣି। ପୂର୍ବେ ହେଲେ ଅନେକ ଗାଁ ଗହଳରେ ବିସ୍ତୀର୍ଣ୍ଣ ଗୋଚର ଜମି ସବୁ ଥିଲା ତାହା ଆଜି ଦେଖିବାକୁ ମିଳୁନି। ନିକଟରେ କେନ୍ଦ୍ର ସରକାରଙ୍କ ତାଜା ନମୁନା ସର୍ବେକ୍ଷଣ ସଂସ୍ଥାର ଯେଉଁ ତଥ୍ୟ ରଖିଛି ତାହା ସମସ୍ତଙ୍କୁ ଆଶ୍ଚର୍ଯ୍ୟ ଚକିତ କରିବ। ୧୯୮୦ ମସିହା ତୁଳନାରେ ଗୋଚର ଜମିର ପରିମାଣ ଅଧାରୁ କମିଯାଇଛି।	[420, 223, 623, 602]
sai-body	[30, 1344, 393, 1969]
header-double-rule	[16, 126, 1307, 135]
adibasi-article-body	[410, 833, 1295, 1405]
ishwar-byline: ଉତ୍କଳାନନ୍ଦ ଅଜୟ କୁମାର ବେହେରା	[103, 862, 320, 881]
adibasi-dropcap: ୨୧	[420, 833, 457, 875]
issue-date: ୨୩ ଅପ୍ରେଲ ୨୦୨୬	[1164, 86, 1284, 104]
samaja-col-4: ଓ ସ୍ନେହ ଭାବ। ଜୀବସେବା ହିଁ ଶିବସେବା — ଏହି ମହାନ ବାଣୀକୁ ଆଦର୍ଶ କରି ଅନେକ ମହାପୁରୁଷ ସମାଜ ସେବାରେ ଜୀବନ ଉତ୍ସର୍ଗ କରିଛନ୍ତି। ସ୍ୱାମୀ ବିବେକାନନ୍ଦ, ମଦର ଟେରେସା ପ୍ରମୁଖଙ୍କ ଜୀବନୀ ଆମକୁ ପ୍ରେରଣା ଦିଏ। ଦୈବୀଶକ୍ତି ପ୍ରତି ଆସ୍ଥା ରଖି ମାନବିକତାର ପଥରେ ଚାଲିଲେ ସମାଜରେ ଶାନ୍ତି ଓ ସୌହାର୍ଦ୍ଦ୍ୟ ପ୍ରତିଷ୍ଠା ହୋଇପାରିବ। ଏଥିପାଇଁ ସମସ୍ତଙ୍କ ସମ୍ମିଳିତ ଉଦ୍ୟମ ଆବଶ୍ୟକ।	[941, 1480, 1118, 1932]
right-zone	[410, 140, 1295, 1992]
weekday-label: ଗୁରୁବାର	[1168, 46, 1248, 75]
gochara-signoff: ମୋ : ୯୯୩୭୬୯୭୬୯	[1179, 734, 1293, 751]
masthead-title: ଜାଗ୍ରତ ଓଡ଼ିଶା	[30, 36, 310, 90]
sai-byline: ବିଭୁତି ଭୂଷଣ ସାହୁ	[163, 1319, 260, 1336]
editorial-hands-graphic	[436, 24, 692, 102]
